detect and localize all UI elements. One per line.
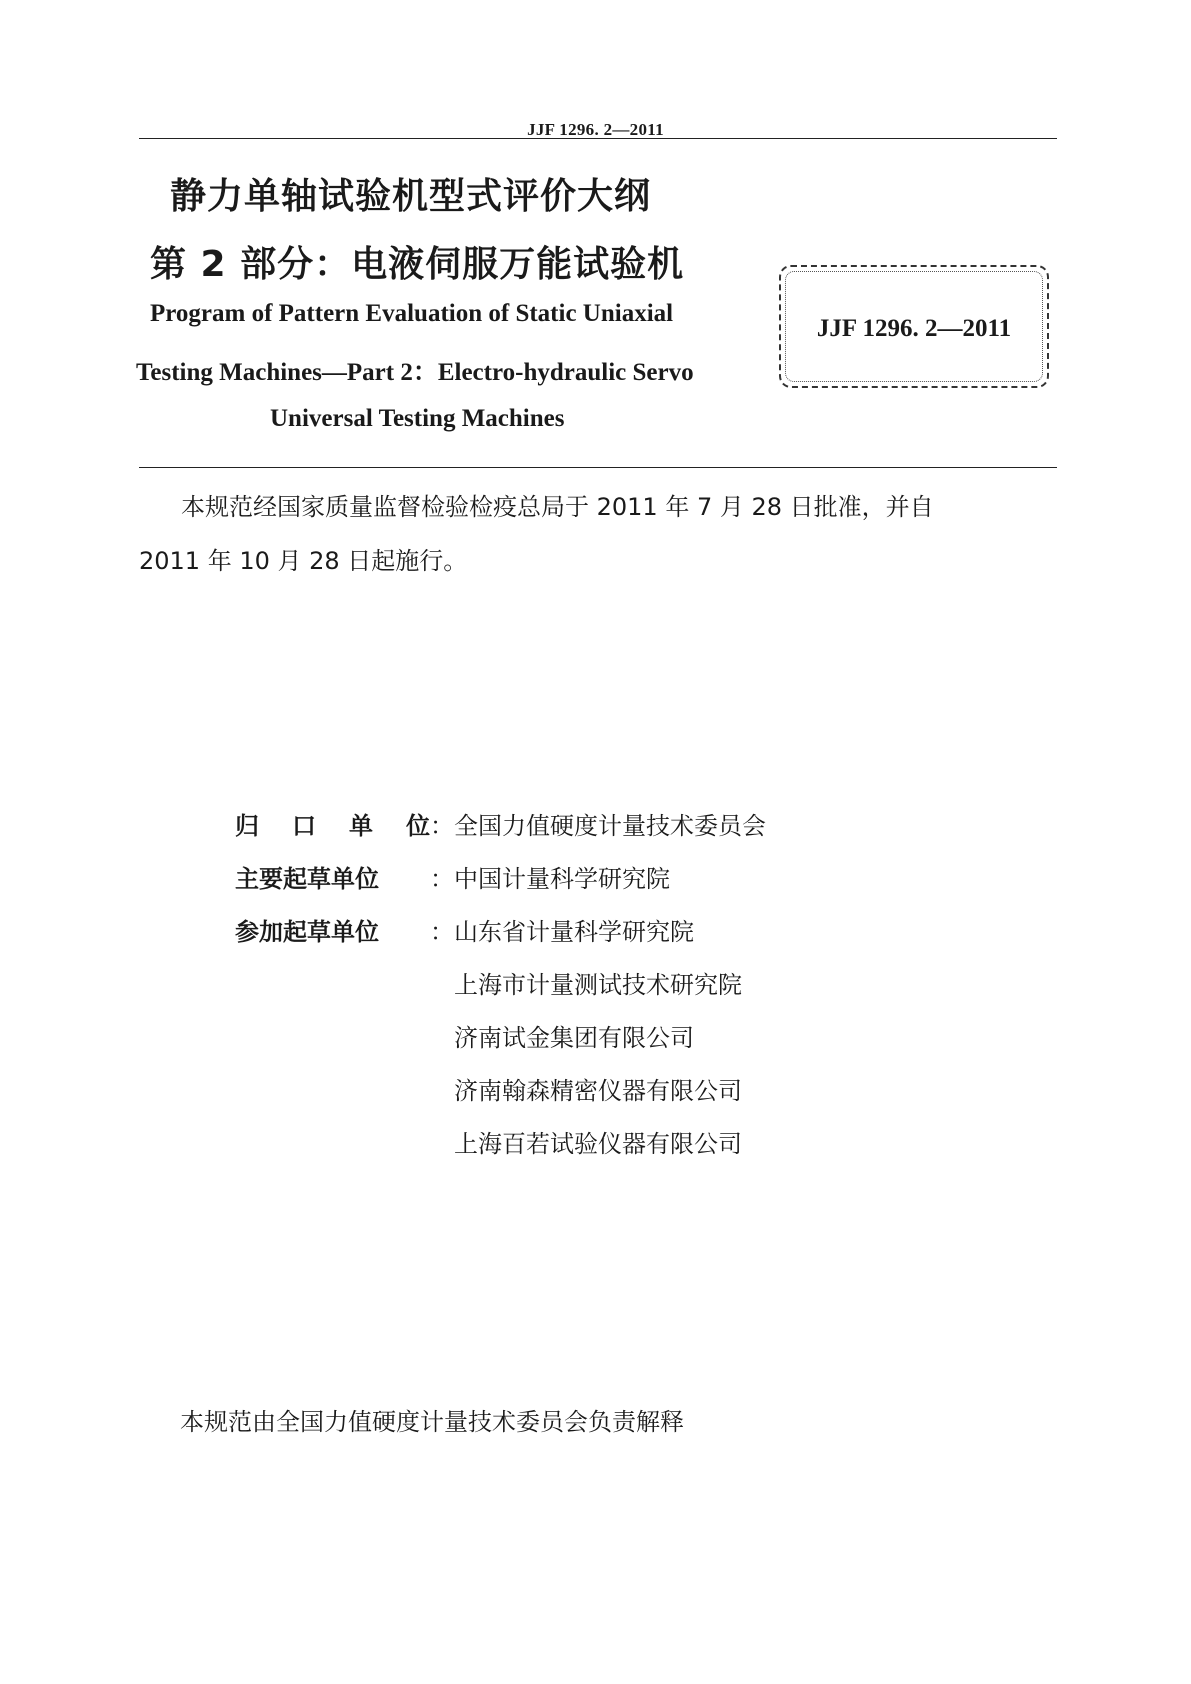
title-en-line1: Program of Pattern Evaluation of Static Uniaxial (150, 300, 674, 327)
title-en-line3: Universal Testing Machines (270, 405, 565, 432)
title-cn-line2: 第 2 部分：电液伺服万能试验机 (150, 244, 685, 285)
participating-row (235, 912, 742, 1177)
approval-paragraph (139, 480, 1057, 588)
label-colon: ： (430, 865, 454, 893)
participating-list (454, 912, 742, 1177)
title-en-line2: Testing Machines—Part 2：Electro-hydraulic Servo (136, 359, 694, 386)
approval-line2: 2011 年 10 月 28 日起施行。 (139, 547, 468, 575)
code-box (779, 265, 1049, 388)
label-colon: ： (430, 812, 454, 840)
participating-label: 参加起草单位 (235, 918, 379, 946)
main-drafting-row (235, 859, 670, 894)
main-drafting-label: 主要起草单位 (235, 865, 379, 893)
participating-org: 济南试金集团有限公司 (454, 1024, 694, 1052)
header-code: JJF 1296. 2—2011 (527, 120, 664, 139)
participating-org: 上海市计量测试技术研究院 (454, 971, 742, 999)
responsible-org-value: 全国力值硬度计量技术委员会 (454, 812, 766, 840)
title-rule (139, 467, 1057, 468)
participating-org: 济南翰森精密仪器有限公司 (454, 1077, 742, 1105)
header-rule (139, 138, 1057, 139)
responsible-org-label: 归 口 单 位 (235, 812, 430, 840)
main-drafting-value: 中国计量科学研究院 (454, 865, 670, 893)
approval-line1: 本规范经国家质量监督检验检疫总局于 2011 年 7 月 28 日批准，并自 (181, 493, 934, 521)
interpretation-note: 本规范由全国力值硬度计量技术委员会负责解释 (180, 1408, 684, 1436)
participating-org: 山东省计量科学研究院 (454, 918, 694, 946)
participating-org: 上海百若试验仪器有限公司 (454, 1130, 742, 1158)
label-colon: ： (430, 918, 454, 946)
responsible-org-row (235, 806, 766, 841)
title-cn-line1: 静力单轴试验机型式评价大纲 (170, 176, 652, 217)
code-box-text: JJF 1296. 2—2011 (816, 315, 1012, 342)
